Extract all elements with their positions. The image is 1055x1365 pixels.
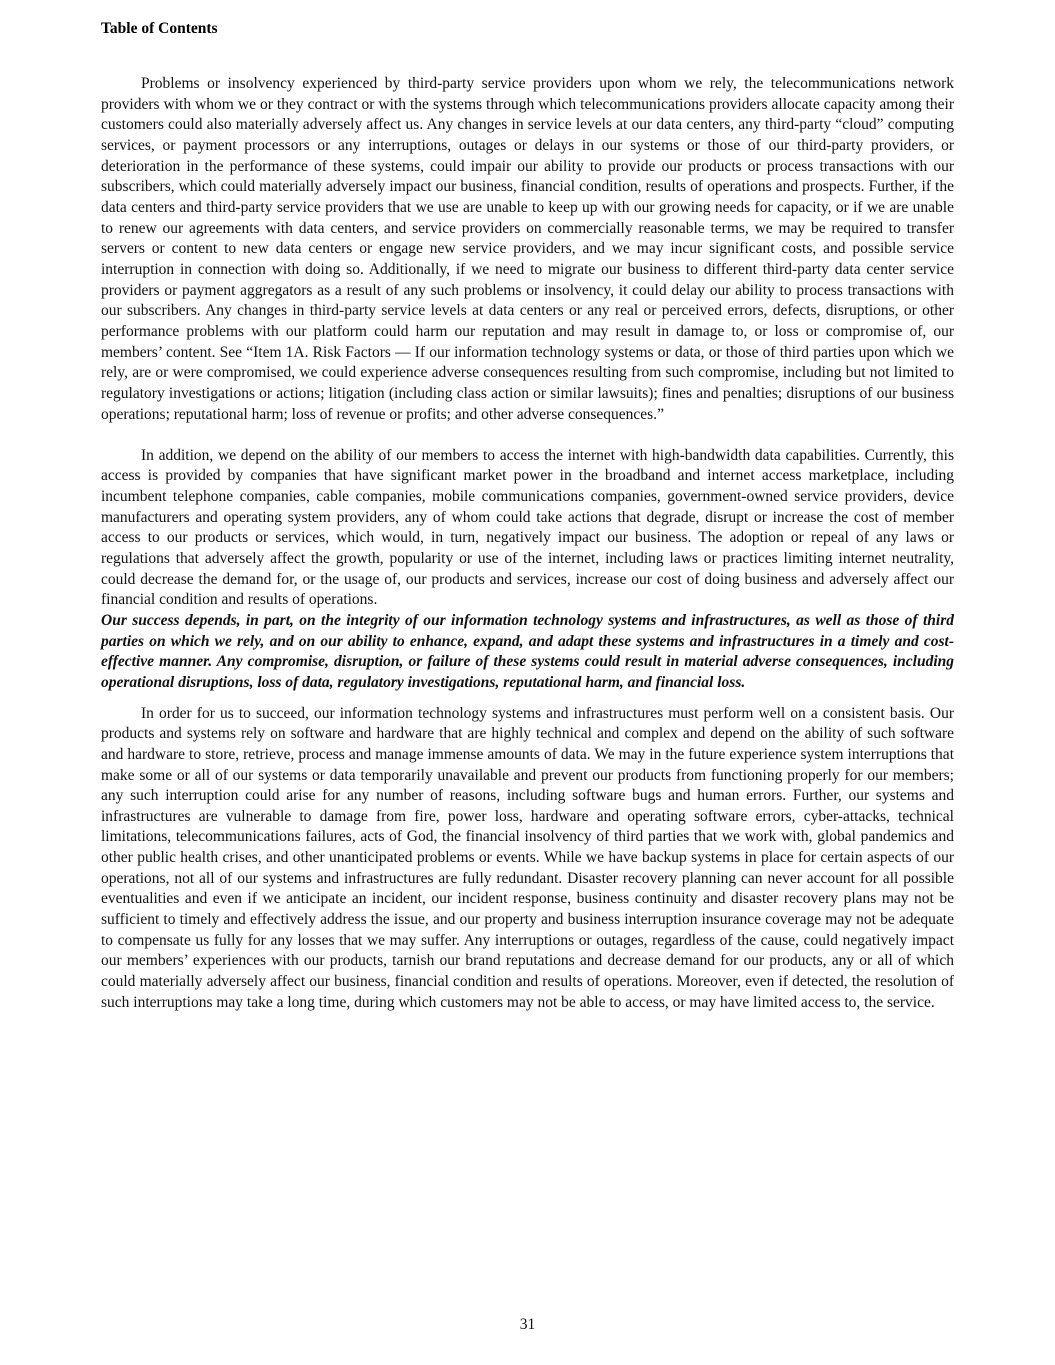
page-number: 31 [519, 1316, 536, 1333]
paragraph-internet-access: In addition, we depend on the ability of our members to access the internet with high-bandwidth data capabilities. Currently, this access is provided by companies that have significant market power in the broadband and internet access marketplace, including incumbent telephone companies, cable companies, mobile communications companies, government-owned service providers, device manufacturers and operating system providers, any of whom could take actions that degrade, disrupt or increase the cost of member access to our products or services, which would, in turn, negatively impact our business. The adoption or repeal of any laws or regulations that adversely affect the growth, popularity or use of the internet, including laws or practices limiting internet neutrality, could decrease the demand for, or the usage of, our products and services, increase our cost of doing business and adversely affect our financial condition and results of operations. [101, 446, 954, 609]
page-body [101, 74, 954, 1013]
table-of-contents-link[interactable]: Table of Contents [101, 20, 218, 37]
paragraph-it-systems: In order for us to succeed, our information technology systems and infrastructures must perform well on a consistent basis. Our products and systems rely on software and hardware that are highly technical and complex and depend on the ability of such software and hardware to store, retrieve, process and manage immense amounts of data. We may in the future experience system interruptions that make some or all of our systems or data temporarily unavailable and prevent our products from functioning properly for our members; any such interruption could arise for any number of reasons, including software bugs and human errors. Further, our systems and infrastructures are vulnerable to damage from fire, power loss, hardware and operating software errors, cyber-attacks, technical limitations, telecommunications failures, acts of God, the financial insolvency of third parties that we work with, global pandemics and other public health crises, and other unanticipated problems or events. While we have backup systems in place for certain aspects of our operations, not all of our systems and infrastructures are fully redundant. Disaster recovery planning can never account for all possible eventualities and even if we anticipate an incident, our incident response, business continuity and disaster recovery plans may not be sufficient to timely and effectively address the issue, and our property and business interruption insurance coverage may not be adequate to compensate us fully for any losses that we may suffer. Any interruptions or outages, regardless of the cause, could negatively impact our members’ experiences with our products, tarnish our brand reputations and decrease demand for our products, any or all of which could materially adversely affect our business, financial condition and results of operations. Moreover, even if detected, the resolution of such interruptions may take a long time, during which customers may not be able to access, or may have limited access to, the service. [101, 704, 954, 1011]
risk-factor-heading: Our success depends, in part, on the integrity of our information technology systems and infrastructures, as well as those of third parties on which we rely, and on our ability to enhance, expand, and adapt these systems and infrastructures in a timely and cost-effective manner. Any compromise, disruption, or failure of these systems could result in material adverse consequences, including operational disruptions, loss of data, regulatory investigations, reputational harm, and financial loss. [101, 611, 954, 691]
paragraph-third-party-providers: Problems or insolvency experienced by third-party service providers upon whom we rely, the telecommunications network providers with whom we or they contract or with the systems through which telecommunications providers allocate capacity among their customers could also materially adversely affect us. Any changes in service levels at our data centers, any third-party “cloud” computing services, or payment processors or any interruptions, outages or delays in our systems or those of our third-party providers, or deterioration in the performance of these systems, could impair our ability to provide our products or process transactions with our subscribers, which could materially adversely impact our business, financial condition, results of operations and prospects. Further, if the data centers and third-party service providers that we use are unable to keep up with our growing needs for capacity, or if we are unable to renew our agreements with data centers, and service providers on commercially reasonable terms, we may be required to transfer servers or content to new data centers or engage new service providers, and we may incur significant costs, and possible service interruption in connection with doing so. Additionally, if we need to migrate our business to different third-party data center service providers or payment aggregators as a result of any such problems or insolvency, it could delay our ability to process transactions with our subscribers. Any changes in third-party service levels at data centers or any real or perceived errors, defects, disruptions, or other performance problems with our platform could harm our reputation and may result in damage to, or loss or compromise of, our members’ content. See “Item 1A. Risk Factors — If our information technology systems or data, or those of third parties upon which we rely, are or were compromised, we could experience adverse consequences resulting from such compromise, including but not limited to regulatory investigations or actions; litigation (including class action or similar lawsuits); fines and penalties; disruptions of our business operations; reputational harm; loss of revenue or profits; and other adverse consequences.” [101, 75, 954, 423]
